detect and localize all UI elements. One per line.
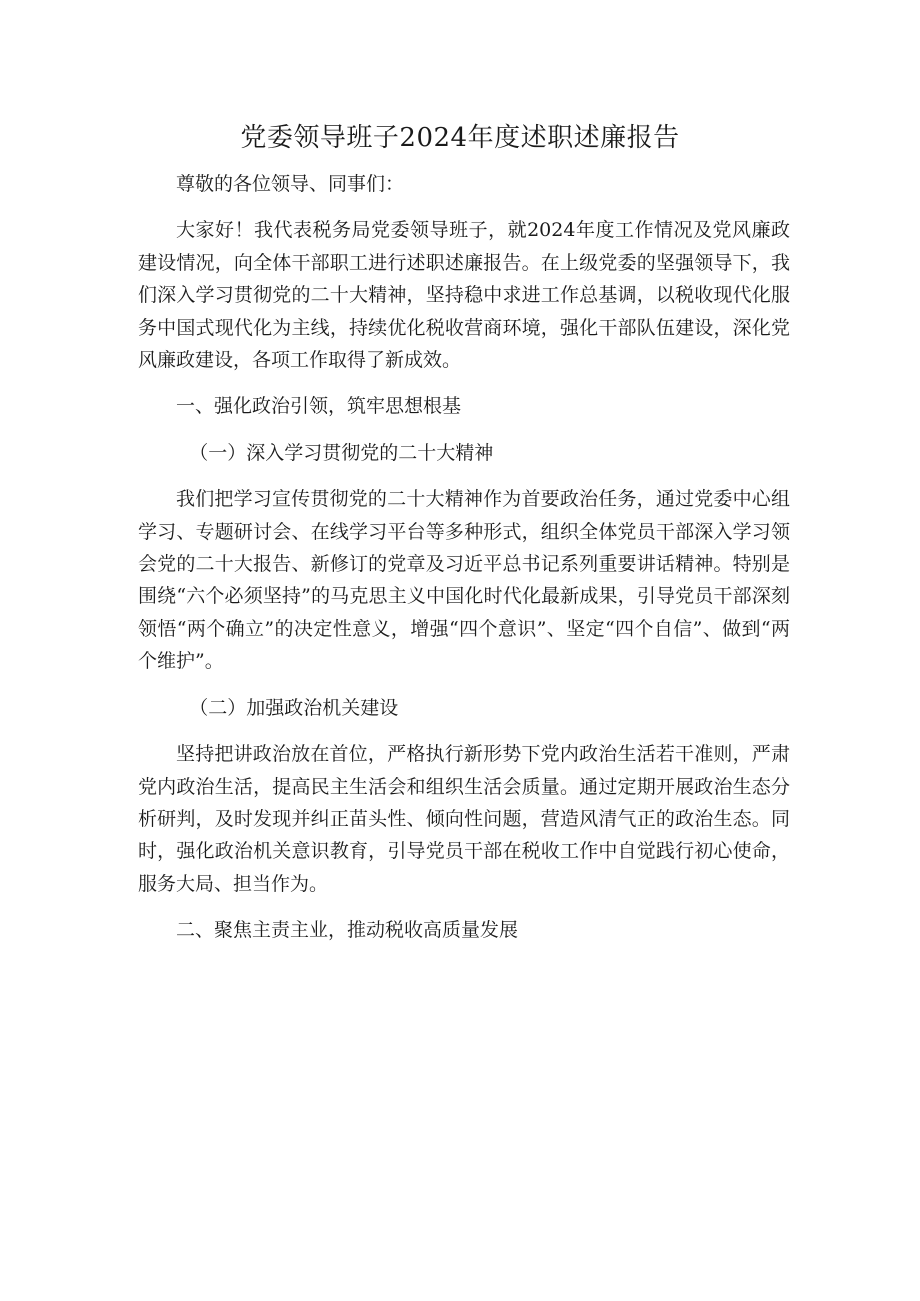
subsection-paragraph-1-2: 坚持把讲政治放在首位，严格执行新形势下党内政治生活若干准则，严肃党内政治生活，提高民主生活会和组织生活会质量。通过定期开展政治生态分析研判，及时发现并纠正苗头性、倾向性问题，营造风清气正的政治生态。同时，强化政治机关意识教育，引导党员干部在税收工作中自觉践行初心使命，服务大局、担当作为。 [138, 743, 790, 895]
subsection-heading-1-2: （二）加强政治机关建设 [189, 696, 399, 719]
subsection-paragraph-1-1: 我们把学习宣传贯彻党的二十大精神作为首要政治任务，通过党委中心组学习、专题研讨会、在线学习平台等多种形式，组织全体党员干部深入学习领会党的二十大报告、新修订的党章及习近平总书记系列重要讲话精神。特别是围绕“六个必须坚持”的马克思主义中国化时代化最新成果，引导党员干部深刻领悟“两个确立”的决定性意义，增强“四个意识”、坚定“四个自信”、做到“两个维护”。 [138, 488, 790, 673]
document-body [138, 168, 790, 961]
section-heading-2: 二、聚焦主责主业，推动税收高质量发展 [176, 919, 519, 942]
document-title: 党委领导班子2024年度述职述廉报告 [240, 123, 680, 153]
salutation: 尊敬的各位领导、同事们： [176, 173, 405, 195]
section-heading-1: 一、强化政治引领，筑牢思想根基 [176, 395, 462, 418]
subsection-heading-1-1: （一）深入学习贯彻党的二十大精神 [189, 441, 494, 464]
intro-paragraph: 大家好！我代表税务局党委领导班子，就2024年度工作情况及党风廉政建设情况，向全体干部职工进行述职述廉报告。在上级党委的坚强领导下，我们深入学习贯彻党的二十大精神，坚持稳中求进工作总基调，以税收现代化服务中国式现代化为主线，持续优化税收营商环境，强化干部队伍建设，深化党风廉政建设，各项工作取得了新成效。 [138, 219, 790, 372]
